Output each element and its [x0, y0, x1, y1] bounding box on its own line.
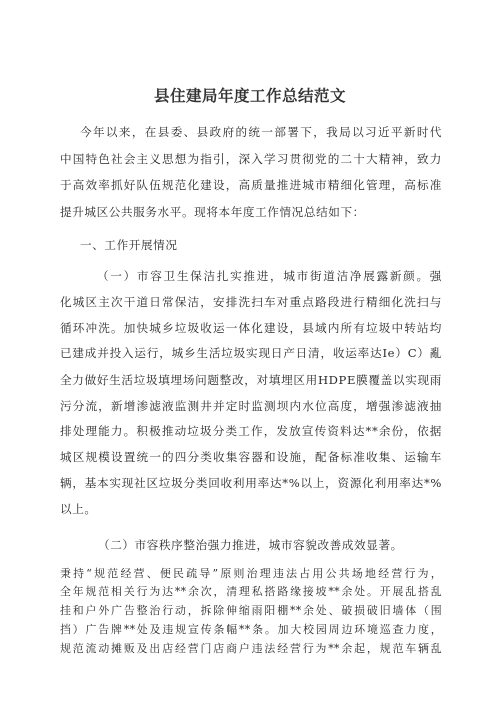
paragraph-line: 挡）广告牌**处及违规宣传条幅**条。加大校园周边环境巡查力度， [60, 623, 442, 636]
paragraph-line: 挂和户外广告整治行动，拆除伸缩雨阳棚**余处、破损破旧墙体（围 [60, 604, 442, 617]
paragraph-line: 提升城区公共服务水平。现将本年度工作情况总结如下： [60, 205, 365, 219]
paragraph-line: 秉持“规范经营、便民疏导”原则治理违法占用公共场地经营行为， [60, 567, 442, 580]
paragraph-line: 今年以来，在县委、县政府的统一部署下，我局以习近平新时代 [80, 125, 442, 139]
paragraph-line: 于高效率抓好队伍规范化建设，高质量推进城市精细化管理，高标准 [60, 178, 442, 192]
paragraph-line: 全力做好生活垃圾填埋场问题整改，对填埋区用HDPE膜覆盖以实现雨 [60, 373, 442, 387]
paragraph-line: 城区规模设置统一的四分类收集容器和设施，配备标准收集、运输车 [60, 450, 442, 464]
paragraph-line: 全年规范相关行为达**余次，清理私搭路缘接坡**余处。开展乱搭乱 [60, 585, 442, 598]
paragraph-line: 化城区主次干道日常保洁，安排洗扫车对重点路段进行精细化洗扫与 [60, 295, 442, 309]
paragraph-line: 辆，基本实现社区垃圾分类回收利用率达*%以上，资源化利用率达*% [60, 476, 442, 490]
paragraph-line: 中国特色社会主义思想为指引，深入学习贯彻党的二十大精神，致力 [60, 152, 442, 166]
paragraph-line: 已建成并投入运行，城乡生活垃圾实现日产日清，收运率达Ie）C）亂 [60, 346, 442, 360]
paragraph-line: 规范流动摊贩及出店经营门店商户违法经营行为**余起，规范车辆乱 [60, 642, 442, 655]
document-title: 县住建局年度工作总结范文 [153, 87, 346, 105]
paragraph-line: 排处理能力。积极推动垃圾分类工作，发放宣传资料达**余份，依据 [60, 424, 442, 438]
paragraph-line: 污分流，新增渗滤液监测井并定时监测坝内水位高度，增强渗滤液抽 [60, 399, 442, 413]
subsection-heading: （二）市容秩序整治强力推进，城市容貌改善成效显著。 [98, 538, 403, 552]
paragraph-line: 循环冲洗。加快城乡垃圾收运一体化建设，县域内所有垃圾中转站均 [60, 321, 442, 335]
section-heading: 一、工作开展情况 [80, 238, 178, 252]
paragraph-line: （一）市容卫生保洁扎实推进，城市街道洁净展露新颜。强 [97, 269, 442, 283]
paragraph-line: 以上。 [60, 502, 97, 516]
